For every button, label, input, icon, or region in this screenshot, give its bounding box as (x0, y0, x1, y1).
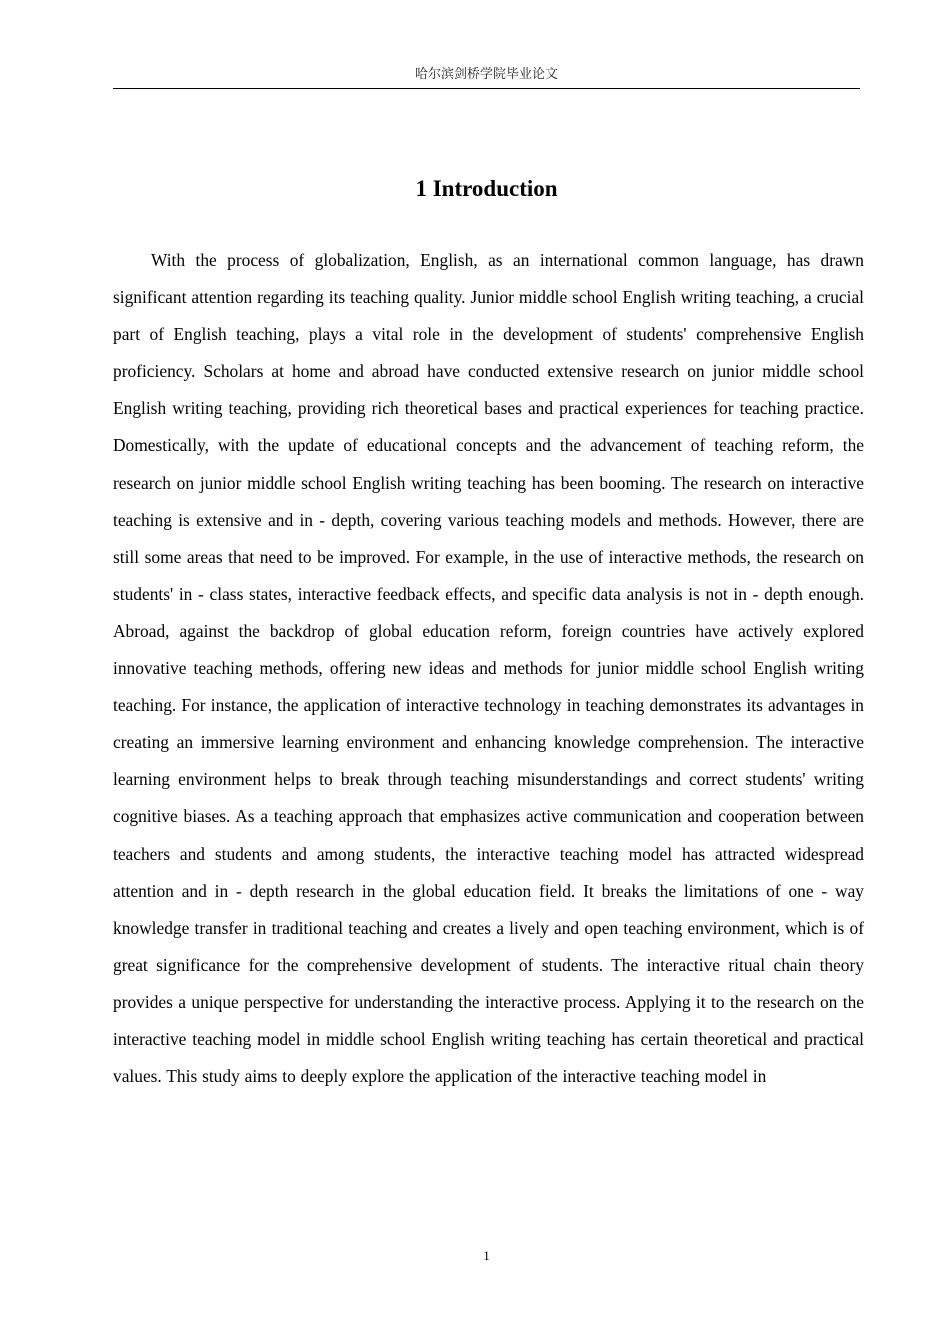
running-header: 哈尔滨剑桥学院毕业论文 (414, 67, 558, 82)
body-paragraph: With the process of globalization, English, as an international common language, has drawn significant attention regarding its teaching quality. Junior middle school English writing teaching, a crucial part of English teaching, plays a vital role in the development of students' comprehensive English proficiency. Scholars at home and abroad have conducted extensive research on junior middle school English writing teaching, providing rich theoretical bases and practical experiences for teaching practice. Domestically, with the update of educational concepts and the advancement of teaching reform, the research on junior middle school English writing teaching has been booming. The research on interactive teaching is extensive and in - depth, covering various teaching models and methods. However, there are still some areas that need to be improved. For example, in the use of interactive methods, the research on students' in - class states, interactive feedback effects, and specific data analysis is not in - depth enough. Abroad, against the backdrop of global education reform, foreign countries have actively explored innovative teaching methods, offering new ideas and methods for junior middle school English writing teaching. For instance, the application of interactive technology in teaching demonstrates its advantages in creating an immersive learning environment and enhancing knowledge comprehension. The interactive learning environment helps to break through teaching misunderstandings and correct students' writing cognitive biases. As a teaching approach that emphasizes active communication and cooperation between teachers and students and among students, the interactive teaching model has attracted widespread attention and in - depth research in the global education field. It breaks the limitations of one - way knowledge transfer in traditional teaching and creates a lively and open teaching environment, which is of great significance for the comprehensive development of students. The interactive ritual chain theory provides a unique perspective for understanding the interactive process. Applying it to the research on the interactive teaching model in middle school English writing teaching has certain theoretical and practical values. This study aims to deeply explore the application of the interactive teaching model in (113, 250, 864, 1087)
header-divider (113, 88, 860, 89)
chapter-title: 1 Introduction (415, 176, 558, 201)
page-number: 1 (483, 1248, 490, 1263)
